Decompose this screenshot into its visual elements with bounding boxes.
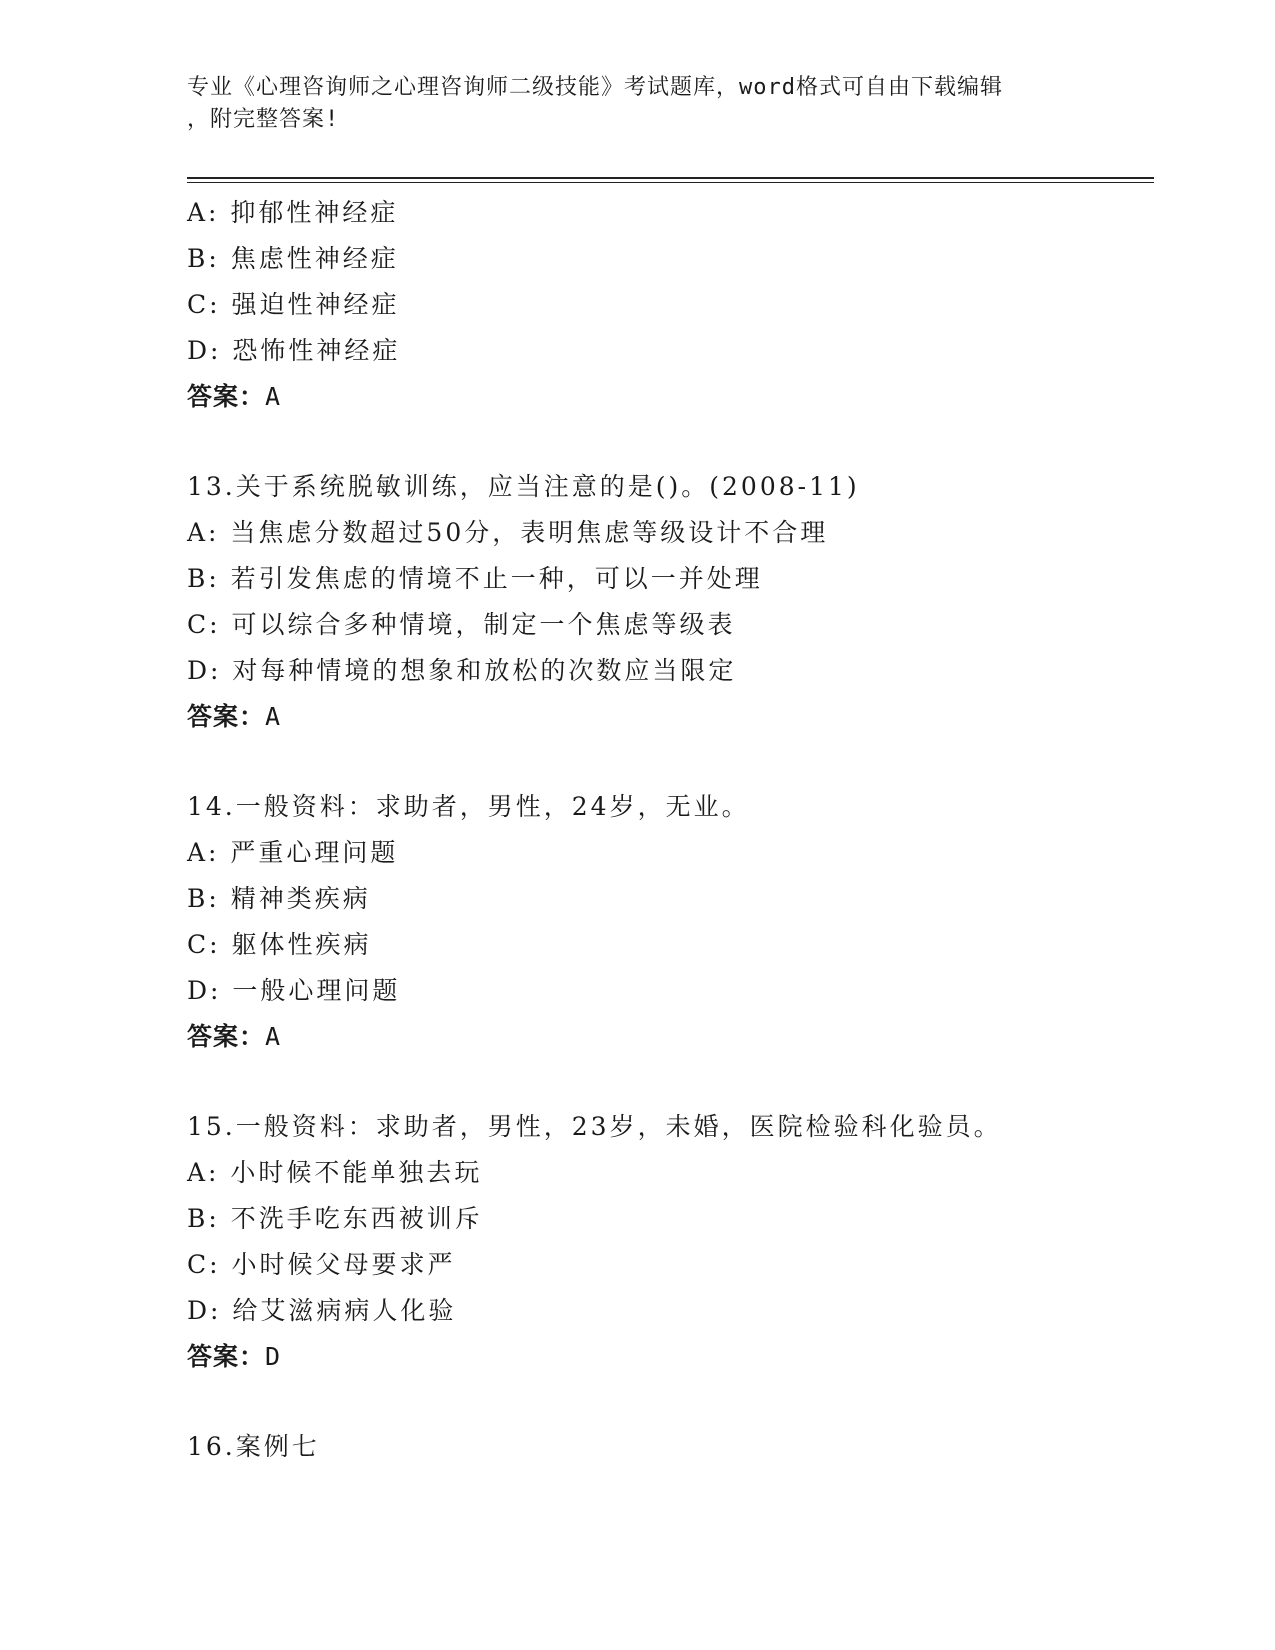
option-a: A: 小时候不能单独去玩 <box>187 1158 483 1187</box>
answer-value: A <box>265 382 282 411</box>
option-c: C: 小时候父母要求严 <box>187 1250 456 1279</box>
option-a: A: 严重心理问题 <box>187 838 399 867</box>
question-stem: 15.一般资料：求助者，男性，23岁，未婚，医院检验科化验员。 <box>187 1112 1002 1141</box>
question-block-15 <box>187 1104 1147 1380</box>
spacer <box>187 1380 1147 1424</box>
document-header <box>187 72 1087 136</box>
answer-line <box>187 1334 1147 1380</box>
answer-value: A <box>265 702 282 731</box>
option-b: B: 不洗手吃东西被训斥 <box>187 1204 483 1233</box>
answer-value: A <box>265 1022 282 1051</box>
option-c: C: 强迫性神经症 <box>187 290 400 319</box>
option-d: D: 给艾滋病病人化验 <box>187 1296 457 1325</box>
answer-line <box>187 374 1147 420</box>
spacer <box>187 420 1147 464</box>
question-block-13 <box>187 464 1147 740</box>
option-a: A: 抑郁性神经症 <box>187 198 399 227</box>
answer-line <box>187 694 1147 740</box>
answer-label: 答案： <box>187 1342 266 1371</box>
header-line-1: 专业《心理咨询师之心理咨询师二级技能》考试题库，word格式可自由下载编辑 <box>187 75 1003 100</box>
spacer <box>187 740 1147 784</box>
question-stem: 14.一般资料：求助者，男性，24岁，无业。 <box>187 792 750 821</box>
option-c: C: 躯体性疾病 <box>187 930 372 959</box>
question-block-12 <box>187 190 1147 420</box>
answer-label: 答案： <box>187 1022 266 1051</box>
question-list <box>187 190 1147 1470</box>
option-b: B: 若引发焦虑的情境不止一种，可以一并处理 <box>187 564 763 593</box>
question-stem: 13.关于系统脱敏训练，应当注意的是()。(2008-11) <box>187 472 860 501</box>
question-stem: 16.案例七 <box>187 1432 320 1461</box>
question-block-16 <box>187 1424 1147 1470</box>
answer-label: 答案： <box>187 702 266 731</box>
header-divider-thin <box>187 182 1154 183</box>
option-b: B: 精神类疾病 <box>187 884 371 913</box>
header-divider-thick <box>187 177 1154 179</box>
answer-line <box>187 1014 1147 1060</box>
option-b: B: 焦虑性神经症 <box>187 244 399 273</box>
option-a: A: 当焦虑分数超过50分，表明焦虑等级设计不合理 <box>187 518 829 547</box>
option-d: D: 对每种情境的想象和放松的次数应当限定 <box>187 656 737 685</box>
header-line-2: ，附完整答案! <box>187 107 340 132</box>
question-block-14 <box>187 784 1147 1060</box>
option-d: D: 恐怖性神经症 <box>187 336 401 365</box>
spacer <box>187 1060 1147 1104</box>
option-d: D: 一般心理问题 <box>187 976 401 1005</box>
answer-value: D <box>265 1342 282 1371</box>
option-c: C: 可以综合多种情境，制定一个焦虑等级表 <box>187 610 736 639</box>
answer-label: 答案： <box>187 382 266 411</box>
